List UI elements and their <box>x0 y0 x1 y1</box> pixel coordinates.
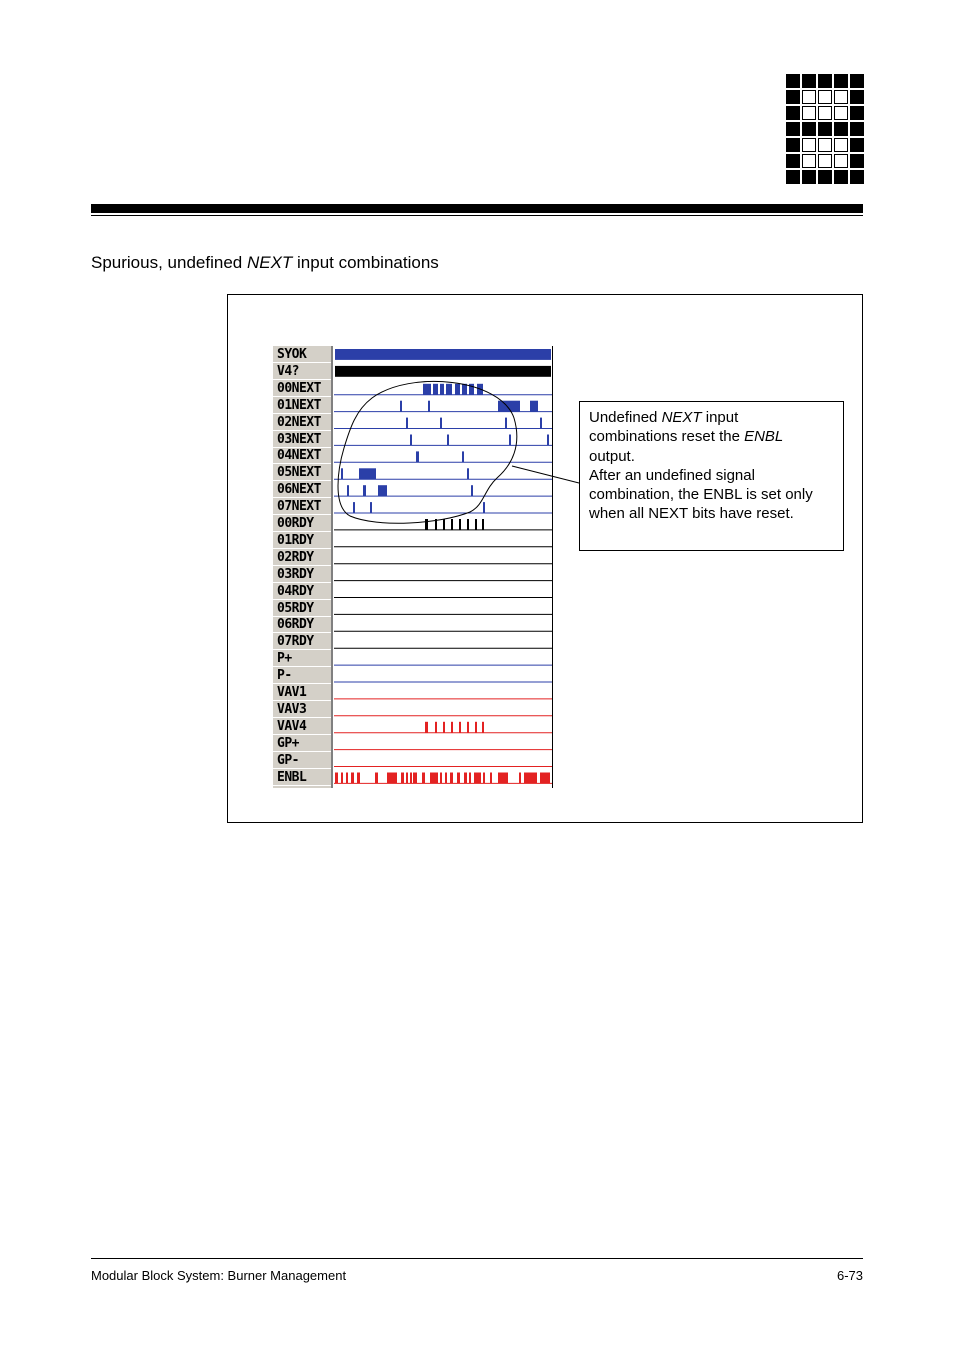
trace-pulse-04next <box>416 451 419 462</box>
logo-cell <box>850 154 864 168</box>
trace-pulse-06next <box>378 485 387 496</box>
heading-post: input combinations <box>292 253 439 272</box>
footer-title: Modular Block System: Burner Management <box>91 1268 347 1283</box>
trace-pulse-06next <box>471 485 473 496</box>
logo-cell <box>850 106 864 120</box>
trace-pulse-00rdy <box>451 519 453 530</box>
logo-cell <box>786 106 800 120</box>
footer-rule <box>91 1258 863 1259</box>
trace-pulse-vav4 <box>443 722 445 733</box>
signal-label-02next: 02NEXT <box>273 415 331 431</box>
logo-cell <box>850 74 864 88</box>
trace-pulse-00next <box>433 384 438 395</box>
trace-pulse-00next <box>423 384 431 395</box>
page-number: 6-73 <box>836 1268 863 1283</box>
signal-label-05next: 05NEXT <box>273 465 331 481</box>
trace-pulse-00rdy <box>425 519 428 530</box>
trace-pulse-enbl <box>341 773 343 784</box>
signal-label-column <box>273 346 333 788</box>
logo-cell <box>834 138 848 152</box>
trace-pulse-00rdy <box>459 519 461 530</box>
logo-cell <box>786 74 800 88</box>
logo-cell <box>818 106 832 120</box>
trace-pulse-enbl <box>450 773 453 784</box>
signal-label-00next: 00NEXT <box>273 381 331 397</box>
callout-line1-em: NEXT <box>661 409 702 426</box>
logo-cell <box>850 90 864 104</box>
trace-pulse-enbl <box>406 773 408 784</box>
section-heading <box>91 253 439 273</box>
logo-cell <box>786 170 800 184</box>
trace-pulse-enbl <box>464 773 467 784</box>
trace-pulse-00next <box>446 384 452 395</box>
trace-pulse-00rdy <box>475 519 477 530</box>
trace-pulse-02next <box>440 418 442 429</box>
signal-label-gp: GP- <box>273 753 331 769</box>
logo-cell <box>786 154 800 168</box>
trace-pulse-00rdy <box>443 519 445 530</box>
logo-cell <box>802 106 816 120</box>
signal-label-vav1: VAV1 <box>273 685 331 701</box>
header-rule-thick <box>91 204 863 213</box>
signal-plot-svg <box>334 346 552 788</box>
heading-pre: Spurious, undefined <box>91 253 247 272</box>
trace-pulse-enbl <box>474 773 481 784</box>
trace-pulse-vav4 <box>475 722 477 733</box>
trace-pulse-02next <box>406 418 408 429</box>
header-rule-thin <box>91 215 863 216</box>
signal-plot-area <box>334 346 553 788</box>
callout-line6: when all NEXT bits have reset. <box>589 505 794 523</box>
trace-pulse-vav4 <box>482 722 484 733</box>
trace-pulse-04next <box>462 451 464 462</box>
signal-label-00rdy: 00RDY <box>273 516 331 532</box>
trace-pulse-05next <box>467 468 469 479</box>
trace-pulse-enbl <box>401 773 404 784</box>
signal-label-04next: 04NEXT <box>273 448 331 464</box>
trace-pulse-enbl <box>498 773 508 784</box>
callout-line2-pre: combinations reset the <box>589 428 745 446</box>
trace-pulse-enbl <box>346 773 348 784</box>
callout-line2-em: ENBL <box>744 428 784 446</box>
signal-label-05rdy: 05RDY <box>273 601 331 617</box>
logo-cell <box>786 122 800 136</box>
logo-cell <box>818 154 832 168</box>
signal-label-p: P+ <box>273 651 331 667</box>
trace-pulse-enbl <box>410 773 412 784</box>
callout-note <box>579 401 844 551</box>
logo-cell <box>834 154 848 168</box>
trace-bar-syok <box>335 349 551 360</box>
signal-label-syok: SYOK <box>273 347 331 363</box>
trace-pulse-enbl <box>375 773 378 784</box>
brand-logo-grid <box>786 74 864 183</box>
trace-pulse-enbl <box>457 773 460 784</box>
trace-pulse-enbl <box>540 773 550 784</box>
signal-label-03rdy: 03RDY <box>273 567 331 583</box>
logo-cell <box>786 138 800 152</box>
signal-label-vav4: VAV4 <box>273 719 331 735</box>
trace-pulse-02next <box>505 418 507 429</box>
trace-bar-v4 <box>335 366 551 377</box>
signal-label-v4: V4? <box>273 364 331 380</box>
trace-pulse-00next <box>469 384 474 395</box>
trace-pulse-00next <box>455 384 460 395</box>
trace-pulse-vav4 <box>435 722 437 733</box>
trace-pulse-enbl <box>430 773 438 784</box>
logo-cell <box>802 74 816 88</box>
logo-cell <box>818 74 832 88</box>
logo-cell <box>802 90 816 104</box>
signal-label-04rdy: 04RDY <box>273 584 331 600</box>
trace-pulse-07next <box>483 502 485 513</box>
signal-label-gp: GP+ <box>273 736 331 752</box>
trace-pulse-00rdy <box>435 519 437 530</box>
signal-label-01rdy: 01RDY <box>273 533 331 549</box>
trace-pulse-enbl <box>440 773 442 784</box>
logo-cell <box>802 170 816 184</box>
signal-label-03next: 03NEXT <box>273 432 331 448</box>
logo-cell <box>834 90 848 104</box>
signal-trace-window <box>273 346 553 788</box>
trace-pulse-00next <box>462 384 467 395</box>
logo-cell <box>786 90 800 104</box>
trace-pulse-01next <box>530 401 538 412</box>
signal-label-vav3: VAV3 <box>273 702 331 718</box>
trace-pulse-enbl <box>524 773 537 784</box>
trace-pulse-03next <box>509 435 511 446</box>
trace-pulse-01next <box>498 401 520 412</box>
trace-pulse-03next <box>447 435 449 446</box>
signal-label-01next: 01NEXT <box>273 398 331 414</box>
trace-pulse-00rdy <box>467 519 469 530</box>
logo-cell <box>818 90 832 104</box>
trace-pulse-enbl <box>483 773 485 784</box>
callout-line4: After an undefined signal <box>589 466 755 484</box>
callout-line1-post: input <box>701 409 739 426</box>
trace-pulse-enbl <box>469 773 471 784</box>
logo-cell <box>834 74 848 88</box>
signal-label-06rdy: 06RDY <box>273 617 331 633</box>
logo-cell <box>850 170 864 184</box>
trace-pulse-07next <box>353 502 355 513</box>
trace-pulse-enbl <box>445 773 447 784</box>
logo-cell <box>834 106 848 120</box>
callout-line1-pre: Undefined <box>589 409 662 426</box>
trace-pulse-07next <box>370 502 372 513</box>
trace-pulse-00next <box>477 384 483 395</box>
trace-pulse-01next <box>428 401 430 412</box>
logo-cell <box>834 122 848 136</box>
trace-pulse-03next <box>410 435 412 446</box>
trace-pulse-enbl <box>422 773 425 784</box>
trace-pulse-vav4 <box>467 722 469 733</box>
trace-pulse-00rdy <box>482 519 484 530</box>
trace-pulse-enbl <box>335 773 338 784</box>
logo-cell <box>850 138 864 152</box>
trace-pulse-enbl <box>351 773 354 784</box>
trace-pulse-enbl <box>519 773 521 784</box>
logo-cell <box>850 122 864 136</box>
signal-label-07rdy: 07RDY <box>273 634 331 650</box>
trace-pulse-enbl <box>413 773 417 784</box>
trace-pulse-05next <box>341 468 343 479</box>
logo-cell <box>818 122 832 136</box>
trace-pulse-02next <box>540 418 542 429</box>
trace-pulse-enbl <box>357 773 360 784</box>
logo-cell <box>802 138 816 152</box>
callout-line5: combination, the ENBL is set only <box>589 486 813 504</box>
signal-label-02rdy: 02RDY <box>273 550 331 566</box>
signal-label-p: P- <box>273 668 331 684</box>
trace-pulse-enbl <box>490 773 492 784</box>
trace-pulse-03next <box>547 435 549 446</box>
logo-cell <box>818 138 832 152</box>
trace-pulse-enbl <box>387 773 397 784</box>
logo-cell <box>802 154 816 168</box>
trace-pulse-06next <box>363 485 366 496</box>
trace-pulse-vav4 <box>459 722 461 733</box>
trace-pulse-vav4 <box>425 722 428 733</box>
trace-pulse-06next <box>347 485 349 496</box>
trace-pulse-00next <box>440 384 444 395</box>
callout-line3: output. <box>589 447 635 465</box>
trace-pulse-vav4 <box>451 722 453 733</box>
logo-cell <box>802 122 816 136</box>
trace-pulse-01next <box>400 401 402 412</box>
signal-label-06next: 06NEXT <box>273 482 331 498</box>
logo-cell <box>834 170 848 184</box>
signal-label-enbl: ENBL <box>273 770 331 786</box>
signal-label-07next: 07NEXT <box>273 499 331 515</box>
trace-pulse-05next <box>359 468 376 479</box>
logo-cell <box>818 170 832 184</box>
heading-emphasis: NEXT <box>246 253 293 272</box>
